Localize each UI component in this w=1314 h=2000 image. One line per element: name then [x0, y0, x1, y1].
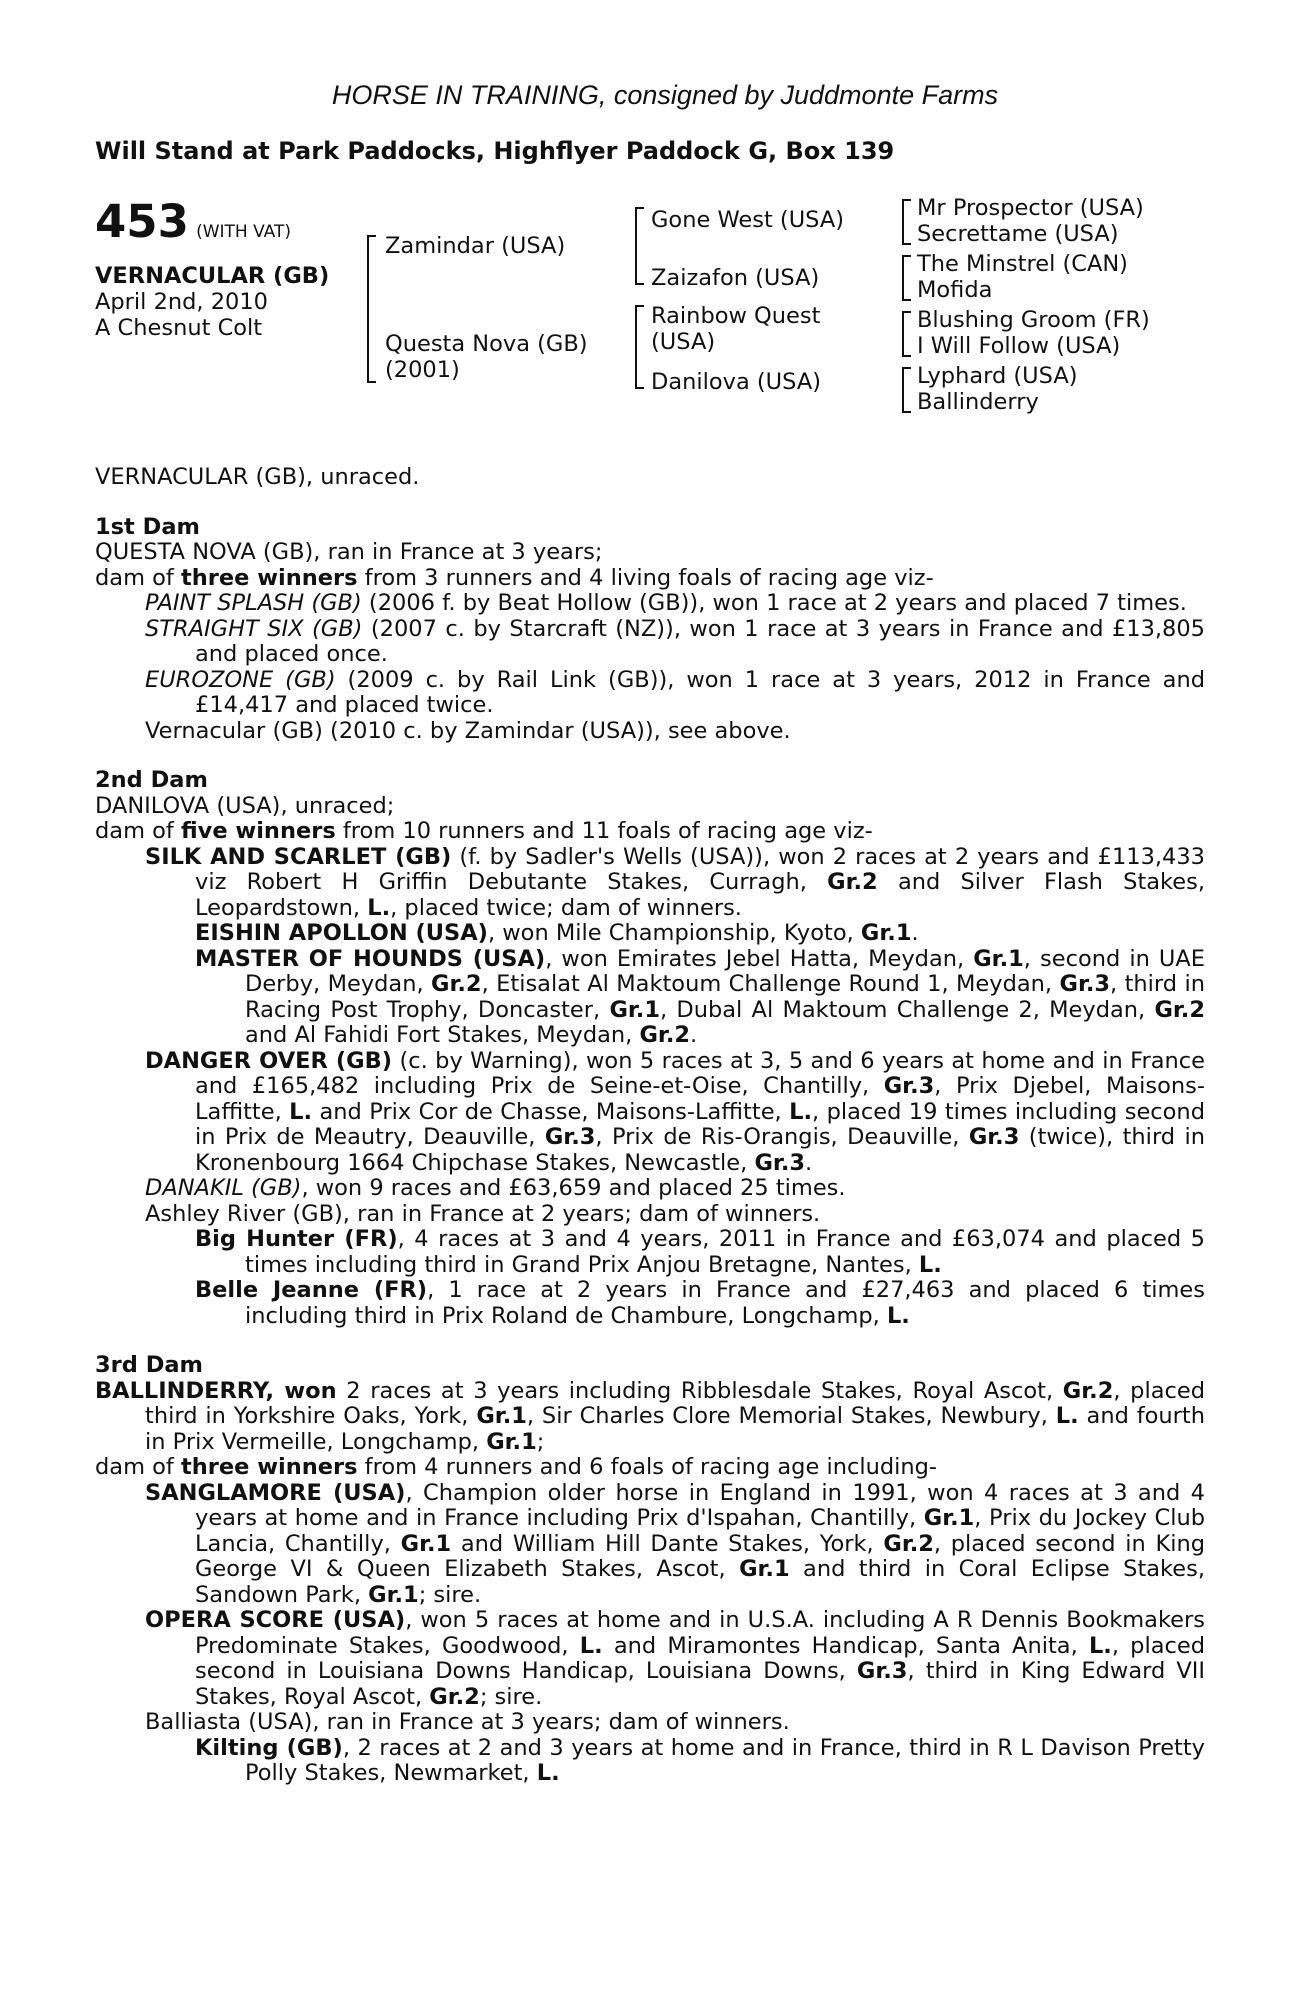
produce-entry: Belle Jeanne (FR), 1 race at 2 years in France and £27,463 and placed 6 times including third in Prix Roland de Chambure, Longchamp, L. [195, 1277, 1206, 1329]
granddam: Danilova (USA) [651, 369, 822, 395]
lot-heading [95, 195, 291, 248]
second-dam-heading: 2nd Dam [95, 767, 208, 793]
granddam-sire-side: Zaizafon (USA) [651, 265, 820, 291]
produce-entry: Ashley River (GB), ran in France at 2 years; dam of winners. [145, 1200, 821, 1227]
catalogue-body [95, 465, 1205, 1787]
foaling-date: April 2nd, 2010 [95, 289, 269, 315]
brace-ggs-4 [902, 367, 911, 413]
first-dam-line: QUESTA NOVA (GB), ran in France at 3 years; [95, 539, 603, 565]
third-dam-line: BALLINDERRY, won 2 races at 3 years including Ribblesdale Stakes, Royal Ascot, Gr.2, placed third in Yorkshire Oaks, York, Gr.1, Sir Charles Clore Memorial Stakes, Newbury, L. and fourth in Prix Vermeille, Longchamp, Gr.1; [95, 1377, 1206, 1455]
produce-entry: DANGER OVER (GB) (c. by Warning), won 5 races at 3, 5 and 6 years at home and in France and £165,482 including Prix de Seine-et-Oise, Chantilly, Gr.3, Prix Djebel, Maisons-Laffitte, L. and Prix Cor de Chasse, Maisons-Laffitte, L., placed 19 times including second in Prix de Meautry, Deauville, Gr.3, Prix de Ris-Orangis, Deauville, Gr.3 (twice), third in Kronenbourg 1664 Chipchase Stakes, Newcastle, Gr.3. [145, 1047, 1206, 1176]
horse-name: VERNACULAR (GB) [95, 263, 330, 289]
ggs-7: Lyphard (USA) [917, 363, 1078, 389]
second-dam-line: DANILOVA (USA), unraced; [95, 792, 395, 819]
produce-entry: Vernacular (GB) (2010 c. by Zamindar (USA)), see above. [145, 717, 791, 744]
catalogue-page [95, 80, 1205, 1787]
ggs-8: Ballinderry [917, 389, 1039, 415]
produce-entry: STRAIGHT SIX (GB) (2007 c. by Starcraft (NZ)), won 1 race at 3 years in France and £13,805 and placed once. [145, 615, 1205, 667]
first-dam-produce-line: dam of three winners from 3 runners and 4 living foals of racing age viz- [95, 564, 934, 591]
produce-entry: DANAKIL (GB), won 9 races and £63,659 and placed 25 times. [145, 1175, 846, 1201]
sire-parents-brace [635, 207, 644, 285]
intro-line: VERNACULAR (GB), unraced. [95, 464, 420, 490]
brace-ggs-3 [902, 311, 911, 357]
second-dam-produce-line: dam of five winners from 10 runners and 11 foals of racing age viz- [95, 818, 873, 844]
ggs-5: Blushing Groom (FR) [917, 307, 1150, 333]
first-dam-heading: 1st Dam [95, 513, 200, 540]
dam-name: Questa Nova (GB) [385, 331, 588, 357]
brace-ggs-1 [902, 199, 911, 245]
grandsire: Gone West (USA) [651, 207, 845, 233]
third-dam-section [95, 1353, 1205, 1787]
ggs-1: Mr Prospector (USA) [917, 195, 1144, 221]
lot-number: 453 [95, 195, 189, 248]
ggs-3: The Minstrel (CAN) [917, 251, 1128, 277]
dam-parents-brace [635, 305, 644, 389]
produce-entry: Big Hunter (FR), 4 races at 3 and 4 years, 2011 in France and £63,074 and placed 5 times including third in Grand Prix Anjou Bretagne, Nantes, L. [195, 1226, 1205, 1278]
produce-entry: OPERA SCORE (USA), won 5 races at home and in U.S.A. including A R Dennis Bookmakers Predominate Stakes, Goodwood, L. and Miramontes Handicap, Santa Anita, L., placed second in Louisiana Downs Handicap, Louisiana Downs, Gr.3, third in King Edward VII Stakes, Royal Ascot, Gr.2; sire. [145, 1607, 1205, 1710]
brace-ggs-2 [902, 255, 911, 301]
ggs-6: I Will Follow (USA) [917, 333, 1121, 359]
produce-entry: Kilting (GB), 2 races at 2 and 3 years at home and in France, third in R L Davison Pretty Polly Stakes, Newmarket, L. [195, 1734, 1205, 1786]
horse-description: A Chesnut Colt [95, 315, 263, 341]
produce-entry: EISHIN APOLLON (USA), won Mile Championship, Kyoto, Gr.1. [195, 920, 919, 946]
produce-entry: SANGLAMORE (USA), Champion older horse in England in 1991, won 4 races at 3 and 4 years at home and in France including Prix d'Ispahan, Chantilly, Gr.1, Prix du Jockey Club Lancia, Chantilly, Gr.1 and William Hill Dante Stakes, York, Gr.2, placed second in King George VI & Queen Elizabeth Stakes, Ascot, Gr.1 and third in Coral Eclipse Stakes, Sandown Park, Gr.1; sire. [145, 1479, 1206, 1608]
ggs-4: Mofida [917, 277, 993, 303]
third-dam-heading: 3rd Dam [95, 1352, 203, 1378]
first-dam-section [95, 515, 1205, 745]
grandsire-dam-side: Rainbow Quest [651, 303, 821, 329]
produce-entry: Balliasta (USA), ran in France at 3 years; dam of winners. [145, 1709, 790, 1735]
pedigree-table [95, 195, 1205, 445]
produce-entry: PAINT SPLASH (GB) (2006 f. by Beat Hollow (GB)), won 1 race at 2 years and placed 7 times. [145, 590, 1187, 616]
produce-entry: SILK AND SCARLET (GB) (f. by Sadler's Wells (USA)), won 2 races at 2 years and £113,433 viz Robert H Griffin Debutante Stakes, Curragh, Gr.2 and Silver Flash Stakes, Leopardstown, L., placed twice; dam of winners. [145, 843, 1205, 921]
sire-name: Zamindar (USA) [385, 233, 566, 259]
grandsire-dam-side-country: (USA) [651, 329, 716, 355]
page-title: HORSE IN TRAINING, consigned by Juddmonte Farms [331, 80, 999, 110]
stand-location: Will Stand at Park Paddocks, Highflyer Paddock G, Box 139 [95, 137, 895, 165]
produce-entry: MASTER OF HOUNDS (USA), won Emirates Jebel Hatta, Meydan, Gr.1, second in UAE Derby, Meydan, Gr.2, Etisalat Al Maktoum Challenge Round 1, Meydan, Gr.3, third in Racing Post Trophy, Doncaster, Gr.1, Dubal Al Maktoum Challenge 2, Meydan, Gr.2 and Al Fahidi Fort Stakes, Meydan, Gr.2. [195, 945, 1206, 1048]
second-dam-section [95, 768, 1205, 1329]
vat-note: (WITH VAT) [196, 222, 291, 242]
dam-year: (2001) [385, 357, 460, 383]
third-dam-produce-line: dam of three winners from 4 runners and 6 foals of racing age including- [95, 1454, 938, 1480]
ggs-2: Secrettame (USA) [917, 221, 1119, 247]
produce-entry: EUROZONE (GB) (2009 c. by Rail Link (GB)), won 1 race at 3 years, 2012 in France and £14,417 and placed twice. [145, 666, 1205, 718]
sire-dam-brace [367, 235, 376, 383]
